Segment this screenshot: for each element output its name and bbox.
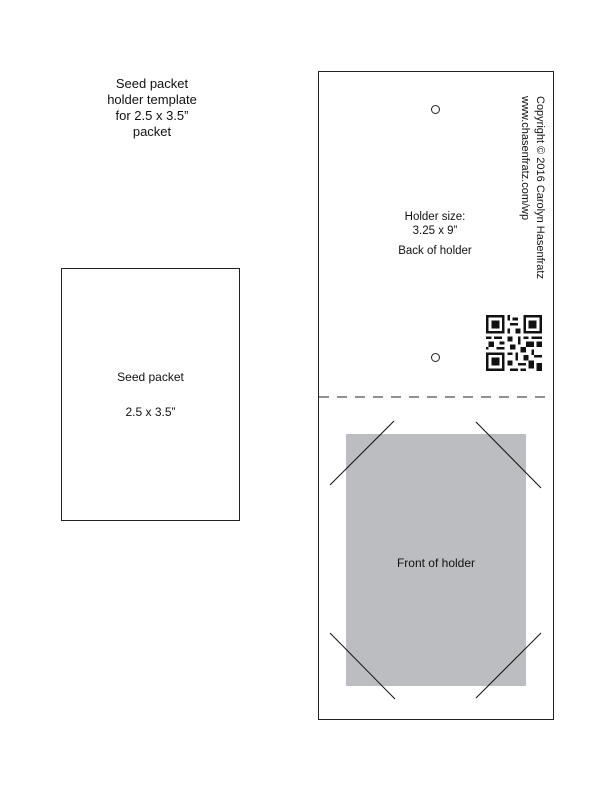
holder-size-label: Holder size:	[404, 211, 466, 223]
template-title	[92, 76, 212, 140]
back-of-holder-label: Back of holder	[398, 245, 472, 257]
website-url: www.chasenfratz.com/wp	[519, 96, 531, 221]
seed-packet-label: Seed packet	[117, 370, 184, 384]
corner-slits	[319, 72, 555, 721]
title-line-2: holder template	[107, 92, 197, 107]
corner-slit-bottom-right	[476, 633, 541, 698]
corner-slit-top-left	[330, 421, 394, 485]
holder-outline	[318, 71, 554, 720]
corner-slit-bottom-left	[330, 633, 395, 699]
seed-packet-outline	[61, 268, 240, 521]
corner-slit-top-right	[476, 422, 541, 488]
front-of-holder-label: Front of holder	[396, 556, 476, 570]
seed-packet-size: 2.5 x 3.5”	[125, 405, 176, 419]
title-line-4: packet	[132, 124, 172, 139]
holder-size-value: 3.25 x 9”	[412, 225, 458, 237]
title-line-3: for 2.5 x 3.5”	[115, 108, 189, 123]
copyright-text: Copyright © 2016 Carolyn Hasenfratz	[534, 96, 546, 279]
title-line-1: Seed packet	[115, 76, 189, 91]
